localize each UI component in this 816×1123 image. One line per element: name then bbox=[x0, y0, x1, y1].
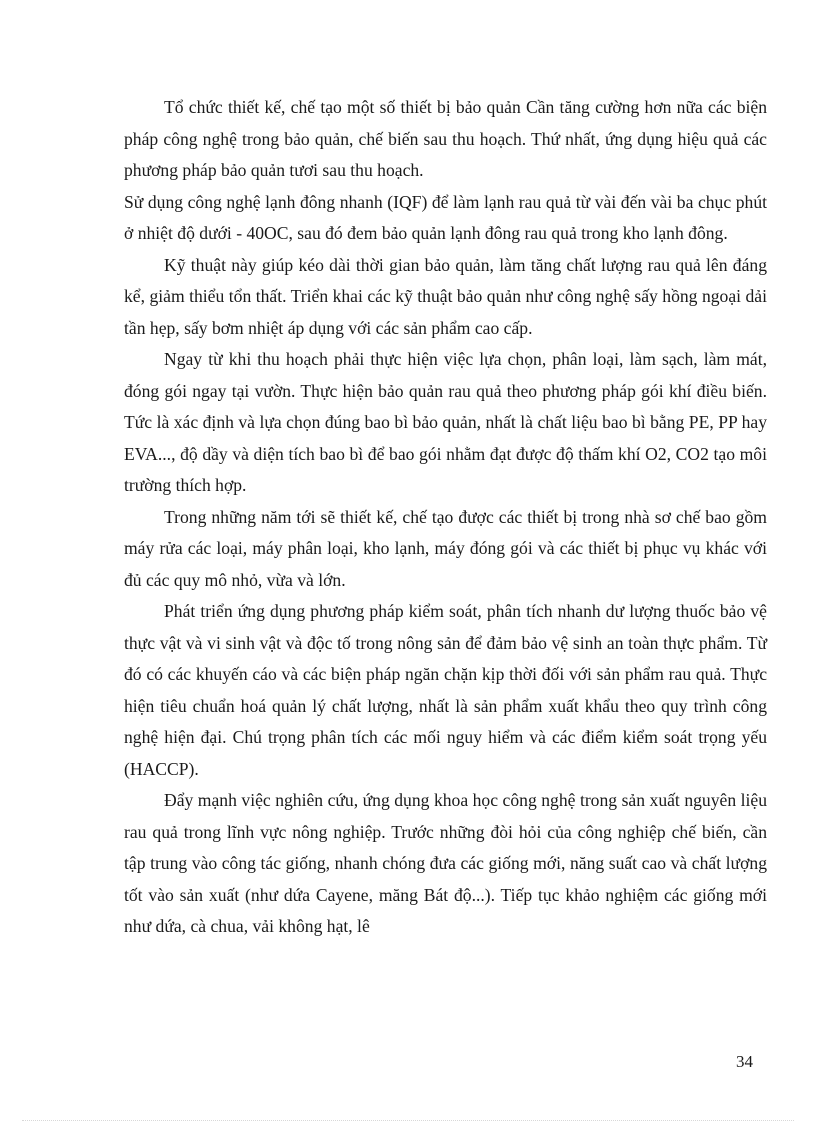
body-text bbox=[124, 92, 767, 943]
paragraph-5: Trong những năm tới sẽ thiết kế, chế tạo được các thiết bị trong nhà sơ chế bao gồm máy rửa các loại, máy phân loại, kho lạnh, máy đóng gói và các thiết bị phục vụ khác với đủ các quy mô nhỏ, vừa và lớn. bbox=[124, 506, 767, 590]
page-bottom-divider bbox=[22, 1120, 794, 1121]
paragraph-1: Tổ chức thiết kế, chế tạo một số thiết bị bảo quản Cần tăng cường hơn nữa các biện pháp công nghệ trong bảo quản, chế biến sau thu hoạch. Thứ nhất, ứng dụng hiệu quả các phương pháp bảo quản tươi sau thu hoạch. bbox=[124, 97, 767, 180]
paragraph-6: Phát triển ứng dụng phương pháp kiểm soát, phân tích nhanh dư lượng thuốc bảo vệ thực vật và vi sinh vật và độc tố trong nông sản để đảm bảo vệ sinh an toàn thực phẩm. Từ đó có các khuyến cáo và các biện pháp ngăn chặn kịp thời đối với sản phẩm rau quả. Thực hiện tiêu chuẩn hoá quản lý chất lượng, nhất là sản phẩm xuất khẩu theo quy trình công nghệ hiện đại. Chú trọng phân tích các mối nguy hiểm và các điểm kiểm soát trọng yếu (HACCP). bbox=[124, 601, 767, 779]
paragraph-4: Ngay từ khi thu hoạch phải thực hiện việc lựa chọn, phân loại, làm sạch, làm mát, đóng gói ngay tại vườn. Thực hiện bảo quản rau quả theo phương pháp gói khí điều biến. Tức là xác định và lựa chọn đúng bao bì bảo quản, nhất là chất liệu bao bì bằng PE, PP hay EVA..., độ dầy và diện tích bao bì để bao gói nhằm đạt được độ thấm khí O2, CO2 tạo môi trường thích hợp. bbox=[124, 349, 767, 495]
paragraph-7: Đẩy mạnh việc nghiên cứu, ứng dụng khoa học công nghệ trong sản xuất nguyên liệu rau quả trong lĩnh vực nông nghiệp. Trước những đòi hỏi của công nghiệp chế biến, cần tập trung vào công tác giống, nhanh chóng đưa các giống mới, năng suất cao và chất lượng tốt vào sản xuất (như dứa Cayene, măng Bát độ...). Tiếp tục khảo nghiệm các giống mới như dứa, cà chua, vải không hạt, lê bbox=[124, 790, 767, 936]
paragraph-3: Kỹ thuật này giúp kéo dài thời gian bảo quản, làm tăng chất lượng rau quả lên đáng kể, giảm thiểu tổn thất. Triển khai các kỹ thuật bảo quản như công nghệ sấy hồng ngoại dải tần hẹp, sấy bơm nhiệt áp dụng với các sản phẩm cao cấp. bbox=[124, 254, 767, 338]
page-number: 34 bbox=[736, 1052, 753, 1071]
paragraph-2: Sử dụng công nghệ lạnh đông nhanh (IQF) để làm lạnh rau quả từ vài đến vài ba chục phút ở nhiệt độ dưới - 40OC, sau đó đem bảo quản lạnh đông rau quả trong kho lạnh đông. bbox=[124, 191, 767, 243]
